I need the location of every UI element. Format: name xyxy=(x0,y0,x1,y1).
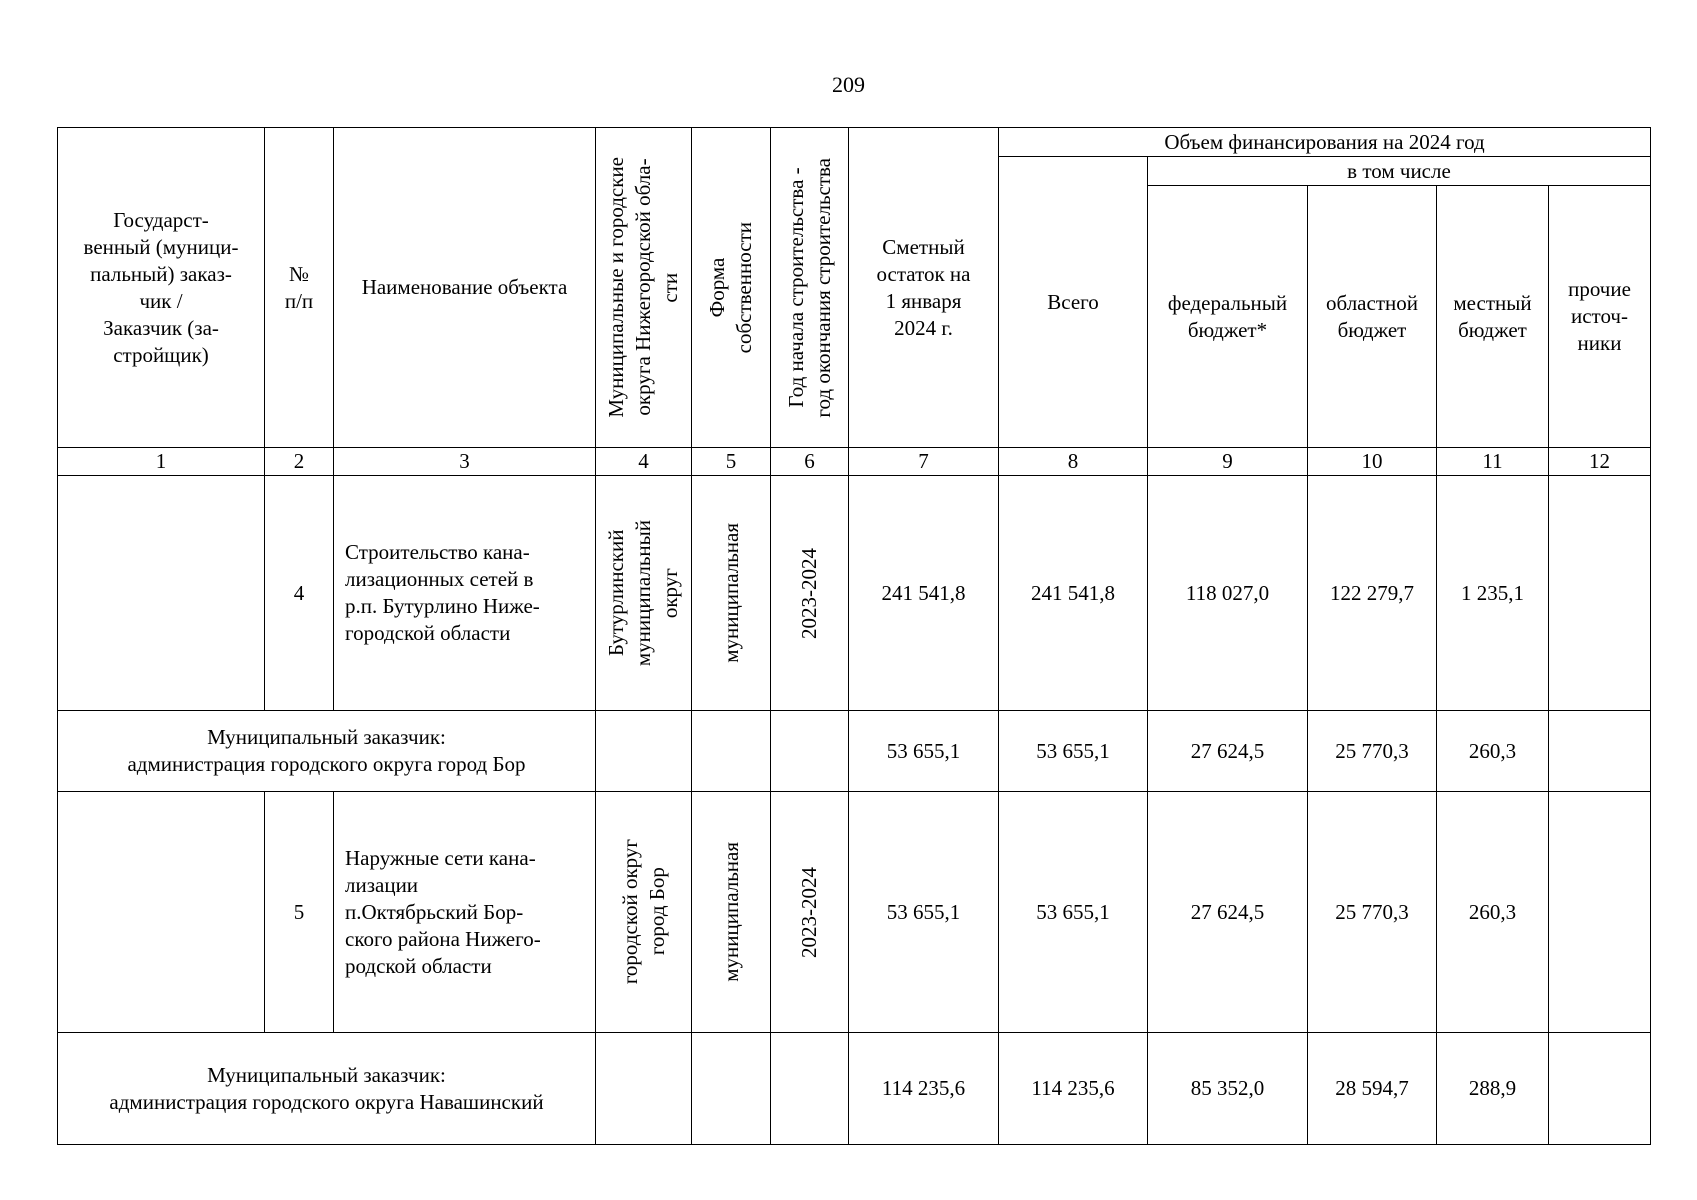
header-remaining: Сметный остаток на 1 января 2024 г. xyxy=(849,128,999,448)
column-number: 6 xyxy=(771,448,849,476)
remaining-value: 53 655,1 xyxy=(849,792,999,1033)
local-value: 1 235,1 xyxy=(1437,476,1549,711)
header-num: № п/п xyxy=(265,128,334,448)
header-other: прочие источ- ники xyxy=(1549,186,1651,448)
empty-cell xyxy=(771,1033,849,1145)
page-number: 209 xyxy=(832,72,865,97)
column-number: 11 xyxy=(1437,448,1549,476)
ownership-text: муниципальная xyxy=(718,842,743,982)
empty-cell xyxy=(771,711,849,792)
financing-table xyxy=(57,127,1651,1145)
object-name: Наружные сети кана- лизации п.Октябрьский Бор- ского района Нижего- родской области xyxy=(334,792,596,1033)
customer-cell xyxy=(58,476,265,711)
remaining-value: 241 541,8 xyxy=(849,476,999,711)
header-ownership xyxy=(692,128,771,448)
column-number: 4 xyxy=(596,448,692,476)
federal-value: 27 624,5 xyxy=(1148,792,1308,1033)
other-value xyxy=(1549,1033,1651,1145)
header-row-1 xyxy=(58,128,1651,157)
column-number: 7 xyxy=(849,448,999,476)
municipality-cell xyxy=(596,792,692,1033)
column-numbers-row xyxy=(58,448,1651,476)
remaining-value: 114 235,6 xyxy=(849,1033,999,1145)
other-value xyxy=(1549,476,1651,711)
object-name: Строительство кана- лизационных сетей в р.п. Бутурлино Ниже- городской области xyxy=(334,476,596,711)
header-years-text: Год начала строительства - год окончания строительства xyxy=(783,157,835,418)
column-number: 1 xyxy=(58,448,265,476)
regional-value: 122 279,7 xyxy=(1308,476,1437,711)
column-number: 3 xyxy=(334,448,596,476)
total-value: 53 655,1 xyxy=(999,711,1148,792)
municipality-text: Бутурлинский муниципальный округ xyxy=(604,519,682,667)
empty-cell xyxy=(596,711,692,792)
federal-value: 118 027,0 xyxy=(1148,476,1308,711)
years-text: 2023-2024 xyxy=(797,547,821,639)
years-cell xyxy=(771,476,849,711)
other-value xyxy=(1549,792,1651,1033)
federal-value: 85 352,0 xyxy=(1148,1033,1308,1145)
federal-value: 27 624,5 xyxy=(1148,711,1308,792)
column-number: 5 xyxy=(692,448,771,476)
column-number: 9 xyxy=(1148,448,1308,476)
column-number: 8 xyxy=(999,448,1148,476)
total-value: 114 235,6 xyxy=(999,1033,1148,1145)
row-number: 5 xyxy=(265,792,334,1033)
regional-value: 25 770,3 xyxy=(1308,711,1437,792)
ownership-cell xyxy=(692,792,771,1033)
customer-label: Муниципальный заказчик: администрация городского округа город Бор xyxy=(58,711,596,792)
customer-cell xyxy=(58,792,265,1033)
header-object-name: Наименование объекта xyxy=(334,128,596,448)
ownership-cell xyxy=(692,476,771,711)
ownership-text: муниципальная xyxy=(718,523,743,663)
customer-row xyxy=(58,711,1651,792)
municipality-cell xyxy=(596,476,692,711)
table-row xyxy=(58,476,1651,711)
table-row xyxy=(58,792,1651,1033)
total-value: 53 655,1 xyxy=(999,792,1148,1033)
header-regional: областной бюджет xyxy=(1308,186,1437,448)
header-total: Всего xyxy=(999,157,1148,448)
total-value: 241 541,8 xyxy=(999,476,1148,711)
local-value: 260,3 xyxy=(1437,711,1549,792)
regional-value: 28 594,7 xyxy=(1308,1033,1437,1145)
header-municipality-text: Муниципальные и городские округа Нижегородской обла- сти xyxy=(604,157,682,418)
other-value xyxy=(1549,711,1651,792)
header-municipality xyxy=(596,128,692,448)
row-number: 4 xyxy=(265,476,334,711)
municipality-text: городской округ город Бор xyxy=(617,839,669,985)
local-value: 288,9 xyxy=(1437,1033,1549,1145)
header-years xyxy=(771,128,849,448)
header-local: местный бюджет xyxy=(1437,186,1549,448)
empty-cell xyxy=(692,711,771,792)
header-ownership-text: Форма собственности xyxy=(705,221,756,354)
header-federal: федеральный бюджет* xyxy=(1148,186,1308,448)
years-cell xyxy=(771,792,849,1033)
customer-label: Муниципальный заказчик: администрация городского округа Навашинский xyxy=(58,1033,596,1145)
column-number: 12 xyxy=(1549,448,1651,476)
empty-cell xyxy=(596,1033,692,1145)
header-customer: Государст- венный (муници- пальный) заказ- чик / Заказчик (за- стройщик) xyxy=(58,128,265,448)
column-number: 2 xyxy=(265,448,334,476)
customer-row xyxy=(58,1033,1651,1145)
regional-value: 25 770,3 xyxy=(1308,792,1437,1033)
header-funding-group: Объем финансирования на 2024 год xyxy=(999,128,1651,157)
years-text: 2023-2024 xyxy=(797,866,821,958)
column-number: 10 xyxy=(1308,448,1437,476)
header-including: в том числе xyxy=(1148,157,1651,186)
remaining-value: 53 655,1 xyxy=(849,711,999,792)
empty-cell xyxy=(692,1033,771,1145)
local-value: 260,3 xyxy=(1437,792,1549,1033)
